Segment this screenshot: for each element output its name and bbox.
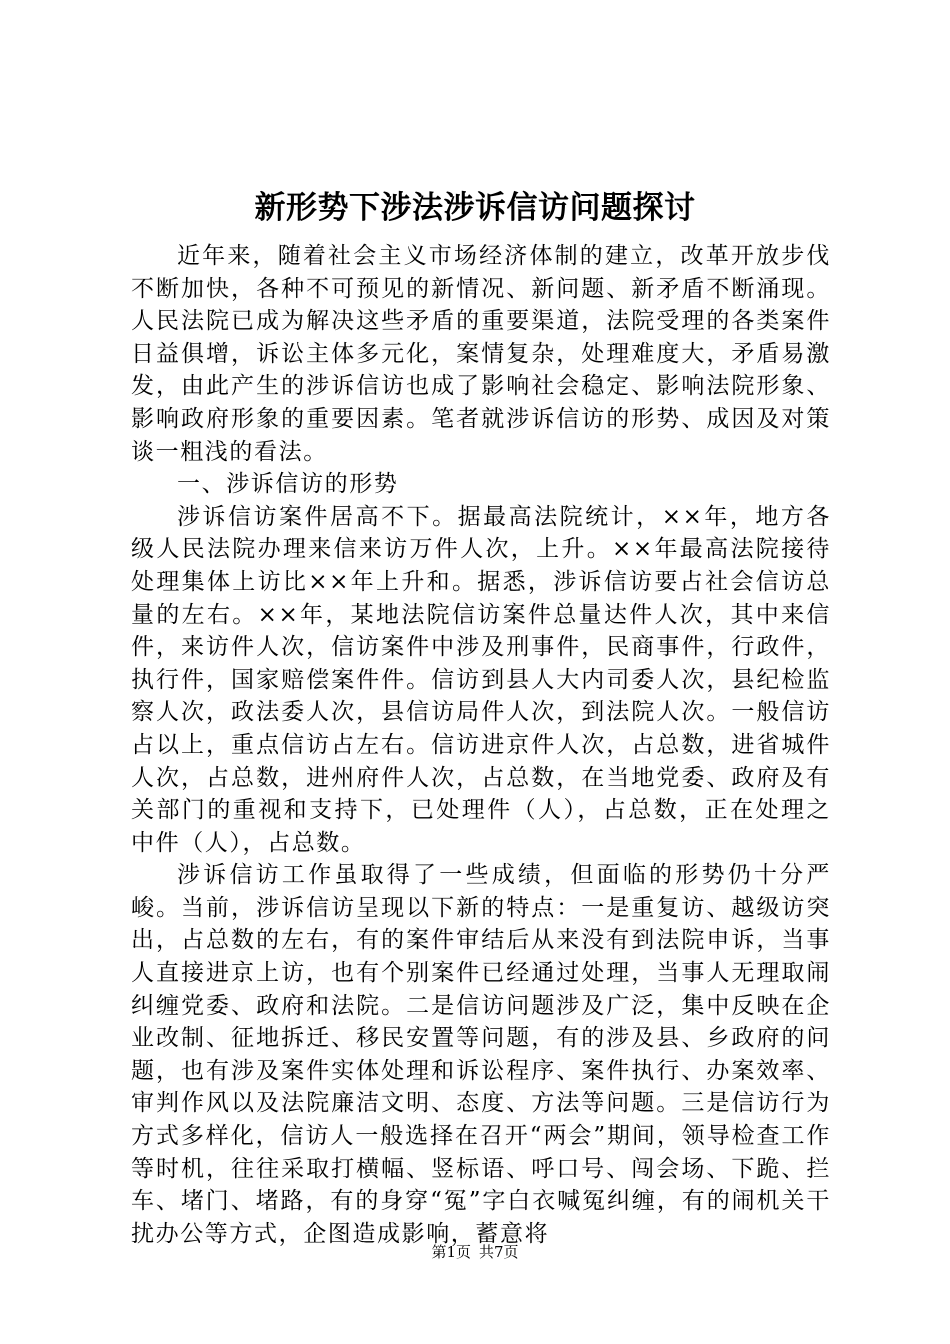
paragraph-features: 涉诉信访工作虽取得了一些成绩，但面临的形势仍十分严峻。当前，涉诉信访呈现以下新的特点：一是重复访、越级访突出，占总数的左右，有的案件审结后从来没有到法院申诉，当事人直接进京上访，也有个别案件已经通过处理，当事人无理取闹纠缠党委、政府和法院。二是信访问题涉及广泛，集中反映在企业改制、征地拆迁、移民安置等问题，有的涉及县、乡政府的问题，也有涉及案件实体处理和诉讼程序、案件执行、办案效率、审判作风以及法院廉洁文明、态度、方法等问题。三是信访行为方式多样化，信访人一般选择在召开“两会”期间，领导检查工作等时机，往往采取打横幅、竖标语、呼口号、闯会场、下跪、拦车、堵门、堵路，有的身穿“冤”字白衣喊冤纠缠，有的闹机关干扰办公等方式，企图造成影响，蓄意将 — [131, 862, 831, 1247]
paragraph-statistics: 涉诉信访案件居高不下。据最高法院统计，××年，地方各级人民法院办理来信来访万件人次，上升。××年最高法院接待处理集体上访比××年上升和。据悉，涉诉信访要占社会信访总量的左右。××年，某地法院信访案件总量达件人次，其中来信件，来访件人次，信访案件中涉及刑事件，民商事件，行政件，执行件，国家赔偿案件件。信访到县人大内司委人次，县纪检监察人次，政法委人次，县信访局件人次，到法院人次。一般信访占以上，重点信访占左右。信访进京件人次，占总数，进省城件人次，占总数，进州府件人次，占总数，在当地党委、政府及有关部门的重视和支持下，已处理件（人），占总数，正在处理之中件（人），占总数。 — [131, 503, 831, 856]
page-footer — [0, 1242, 950, 1262]
document-body — [131, 240, 831, 1250]
page-number: 第1页 — [431, 1243, 471, 1261]
document-title: 新形势下涉法涉诉信访问题探讨 — [254, 190, 696, 226]
paragraph-intro: 近年来，随着社会主义市场经济体制的建立，改革开放步伐不断加快，各种不可预见的新情况、新问题、新矛盾不断涌现。人民法院已成为解决这些矛盾的重要渠道，法院受理的各类案件日益俱增，诉讼主体多元化，案情复杂，处理难度大，矛盾易激发，由此产生的涉诉信访也成了影响社会稳定、影响法院形象、影响政府形象的重要因素。笔者就涉诉信访的形势、成因及对策谈一粗浅的看法。 — [131, 243, 831, 465]
section-heading: 一、涉诉信访的形势 — [177, 471, 399, 498]
page-total: 共7页 — [479, 1243, 519, 1261]
